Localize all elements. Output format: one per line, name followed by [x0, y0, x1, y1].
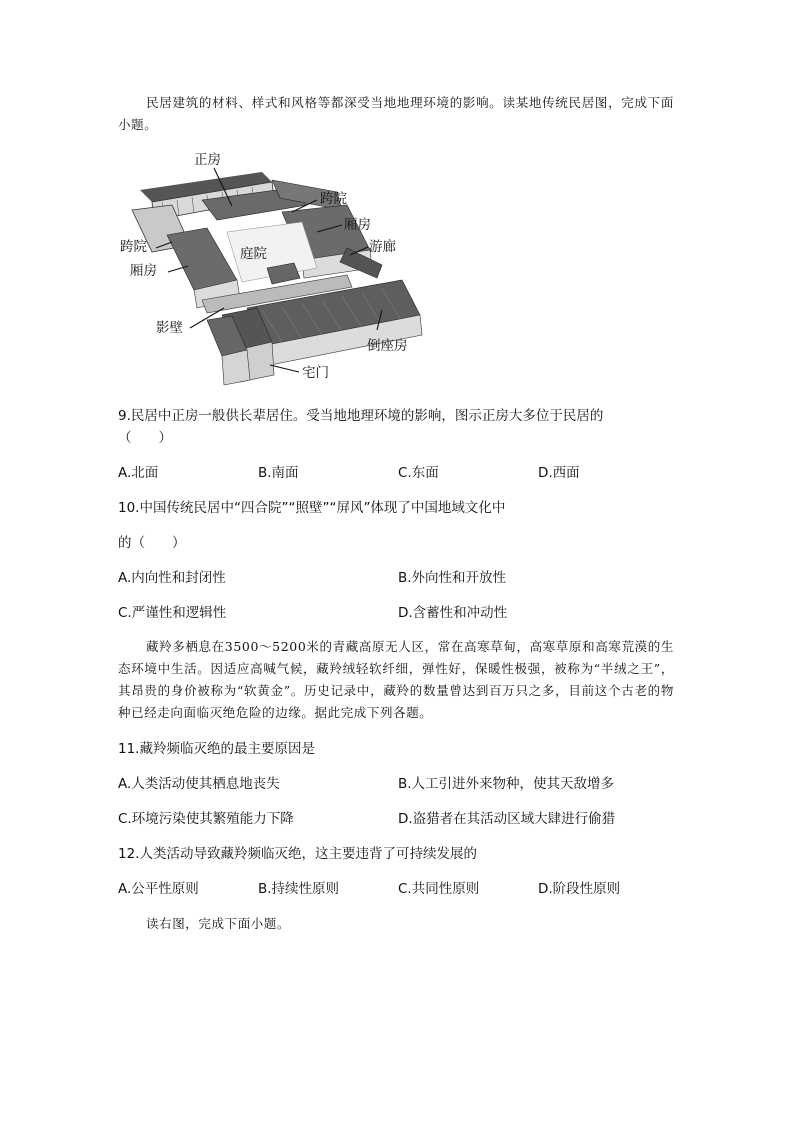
intro-paragraph-1: 民居建筑的材料、样式和风格等都深受当地地理环境的影响。读某地传统民居图，完成下面小题。 — [118, 95, 674, 132]
west-wing-roof — [167, 228, 237, 290]
q12-option-d[interactable]: D.阶段性原则 — [538, 881, 621, 897]
q9-option-a[interactable]: A.北面 — [118, 465, 159, 481]
q12-option-c[interactable]: C.共同性原则 — [398, 881, 480, 897]
q11-option-a[interactable]: A.人类活动使其栖息地丧失 — [118, 776, 280, 792]
q10-option-c[interactable]: C.严谨性和逻辑性 — [118, 605, 227, 621]
q12-option-a[interactable]: A.公平性原则 — [118, 881, 199, 897]
intro-paragraph-3: 读右图，完成下面小题。 — [146, 916, 291, 931]
label-kuayuan-right: 跨院 — [320, 191, 347, 207]
q9-option-c[interactable]: C.东面 — [398, 465, 439, 481]
courtyard-house-illustration — [120, 150, 432, 385]
q12-option-b[interactable]: B.持续性原则 — [258, 881, 340, 897]
question-10-stem-line1: 10.中国传统民居中“四合院”“照壁”“屏风”体现了中国地域文化中 — [118, 500, 506, 516]
label-xiangfang-left: 厢房 — [130, 263, 157, 279]
q9-option-b[interactable]: B.南面 — [258, 465, 299, 481]
question-11-stem: 11.藏羚频临灭绝的最主要原因是 — [118, 741, 315, 757]
question-12-stem: 12.人类活动导致藏羚频临灭绝，这主要违背了可持续发展的 — [118, 846, 477, 862]
question-10-stem-line2: 的（ ） — [118, 535, 186, 551]
label-yingbi: 影壁 — [156, 320, 183, 336]
label-zhaimen: 宅门 — [302, 365, 329, 381]
intro-paragraph-2: 藏羚多栖息在3500～5200米的青藏高原无人区，常在高寒草甸，高寒草原和高寒荒漠的生态环境中生活。因适应高喊气候，藏羚绒轻软纤细，弹性好，保暖性极强，被称为“半绒之王”，其昂贵的身价被称为“软黄金”。历史记录中，藏羚的数量曾达到百万只之多，目前这个古老的物种已经走向面临灭绝危险的边缘。据此完成下列各题。 — [118, 639, 674, 720]
label-kuayuan-left: 跨院 — [120, 239, 147, 255]
q10-option-a[interactable]: A.内向性和封闭性 — [118, 570, 226, 586]
label-xiangfang-right: 厢房 — [344, 217, 371, 233]
q11-option-d[interactable]: D.盗猎者在其活动区域大肆进行偷猎 — [398, 811, 616, 827]
q9-option-d[interactable]: D.西面 — [538, 465, 580, 481]
question-9-stem: 9.民居中正房一般供长辈居住。受当地地理环境的影响，图示正房大多位于民居的 （ ） — [118, 408, 604, 446]
q11-option-b[interactable]: B.人工引进外来物种，使其天敌增多 — [398, 776, 615, 792]
label-youlang: 游廊 — [369, 239, 396, 255]
q10-option-b[interactable]: B.外向性和开放性 — [398, 570, 507, 586]
q10-option-d[interactable]: D.含蓄性和冲动性 — [398, 605, 508, 621]
label-daozuofang: 倒座房 — [367, 338, 408, 354]
label-tingyuan: 庭院 — [240, 246, 267, 262]
q11-option-c[interactable]: C.环境污染使其繁殖能力下降 — [118, 811, 294, 827]
label-zhengfang: 正房 — [194, 152, 221, 168]
